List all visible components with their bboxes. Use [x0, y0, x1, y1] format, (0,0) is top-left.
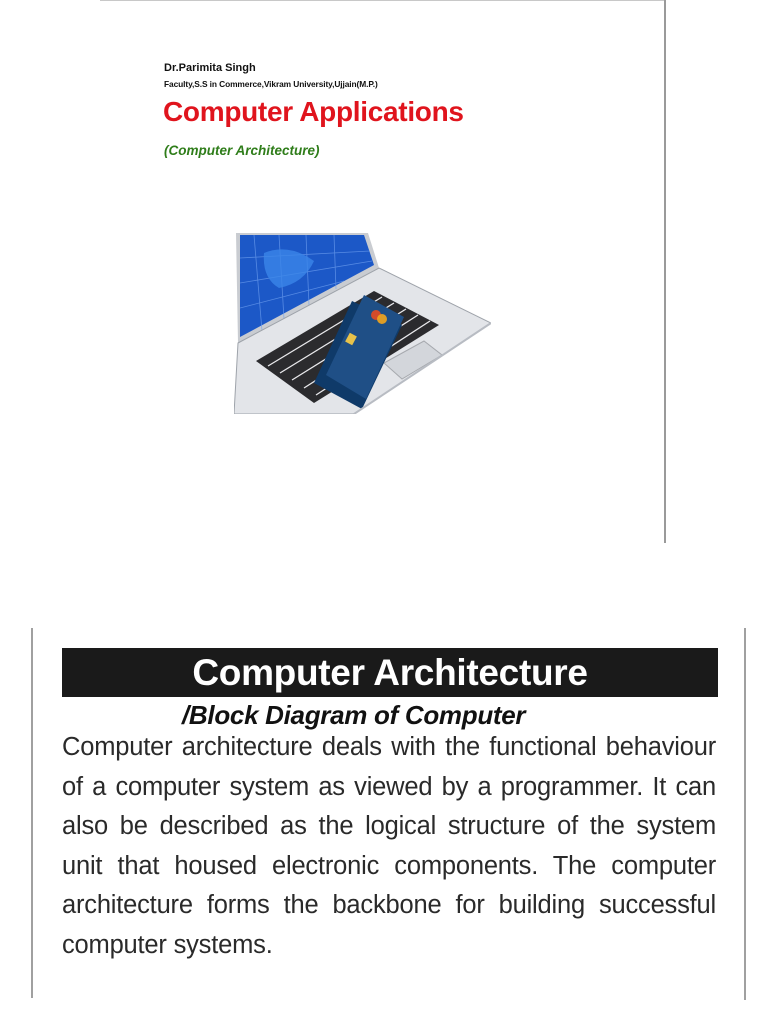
cover-subtitle: (Computer Architecture) — [164, 143, 320, 158]
cover-title: Computer Applications — [163, 96, 464, 127]
slide-right-border — [744, 628, 746, 1000]
top-divider — [100, 0, 664, 1]
slide-heading-banner: Computer Architecture — [62, 648, 718, 697]
slide-subheading: /Block Diagram of Computer — [182, 700, 526, 730]
laptop-illustration — [234, 233, 491, 414]
author-name: Dr.Parimita Singh — [164, 62, 256, 74]
author-affiliation: Faculty,S.S in Commerce,Vikram University,Ujjain(M.P.) — [164, 79, 378, 89]
slide-body-paragraph: Computer architecture deals with the functional behaviour of a computer system as viewed by a programmer. It can also be described as the logical structure of the system unit that housed electronic components. The computer architecture forms the backbone for building successful computer systems. — [62, 733, 716, 959]
cover-right-border — [664, 0, 666, 543]
slide-left-border — [31, 628, 33, 998]
